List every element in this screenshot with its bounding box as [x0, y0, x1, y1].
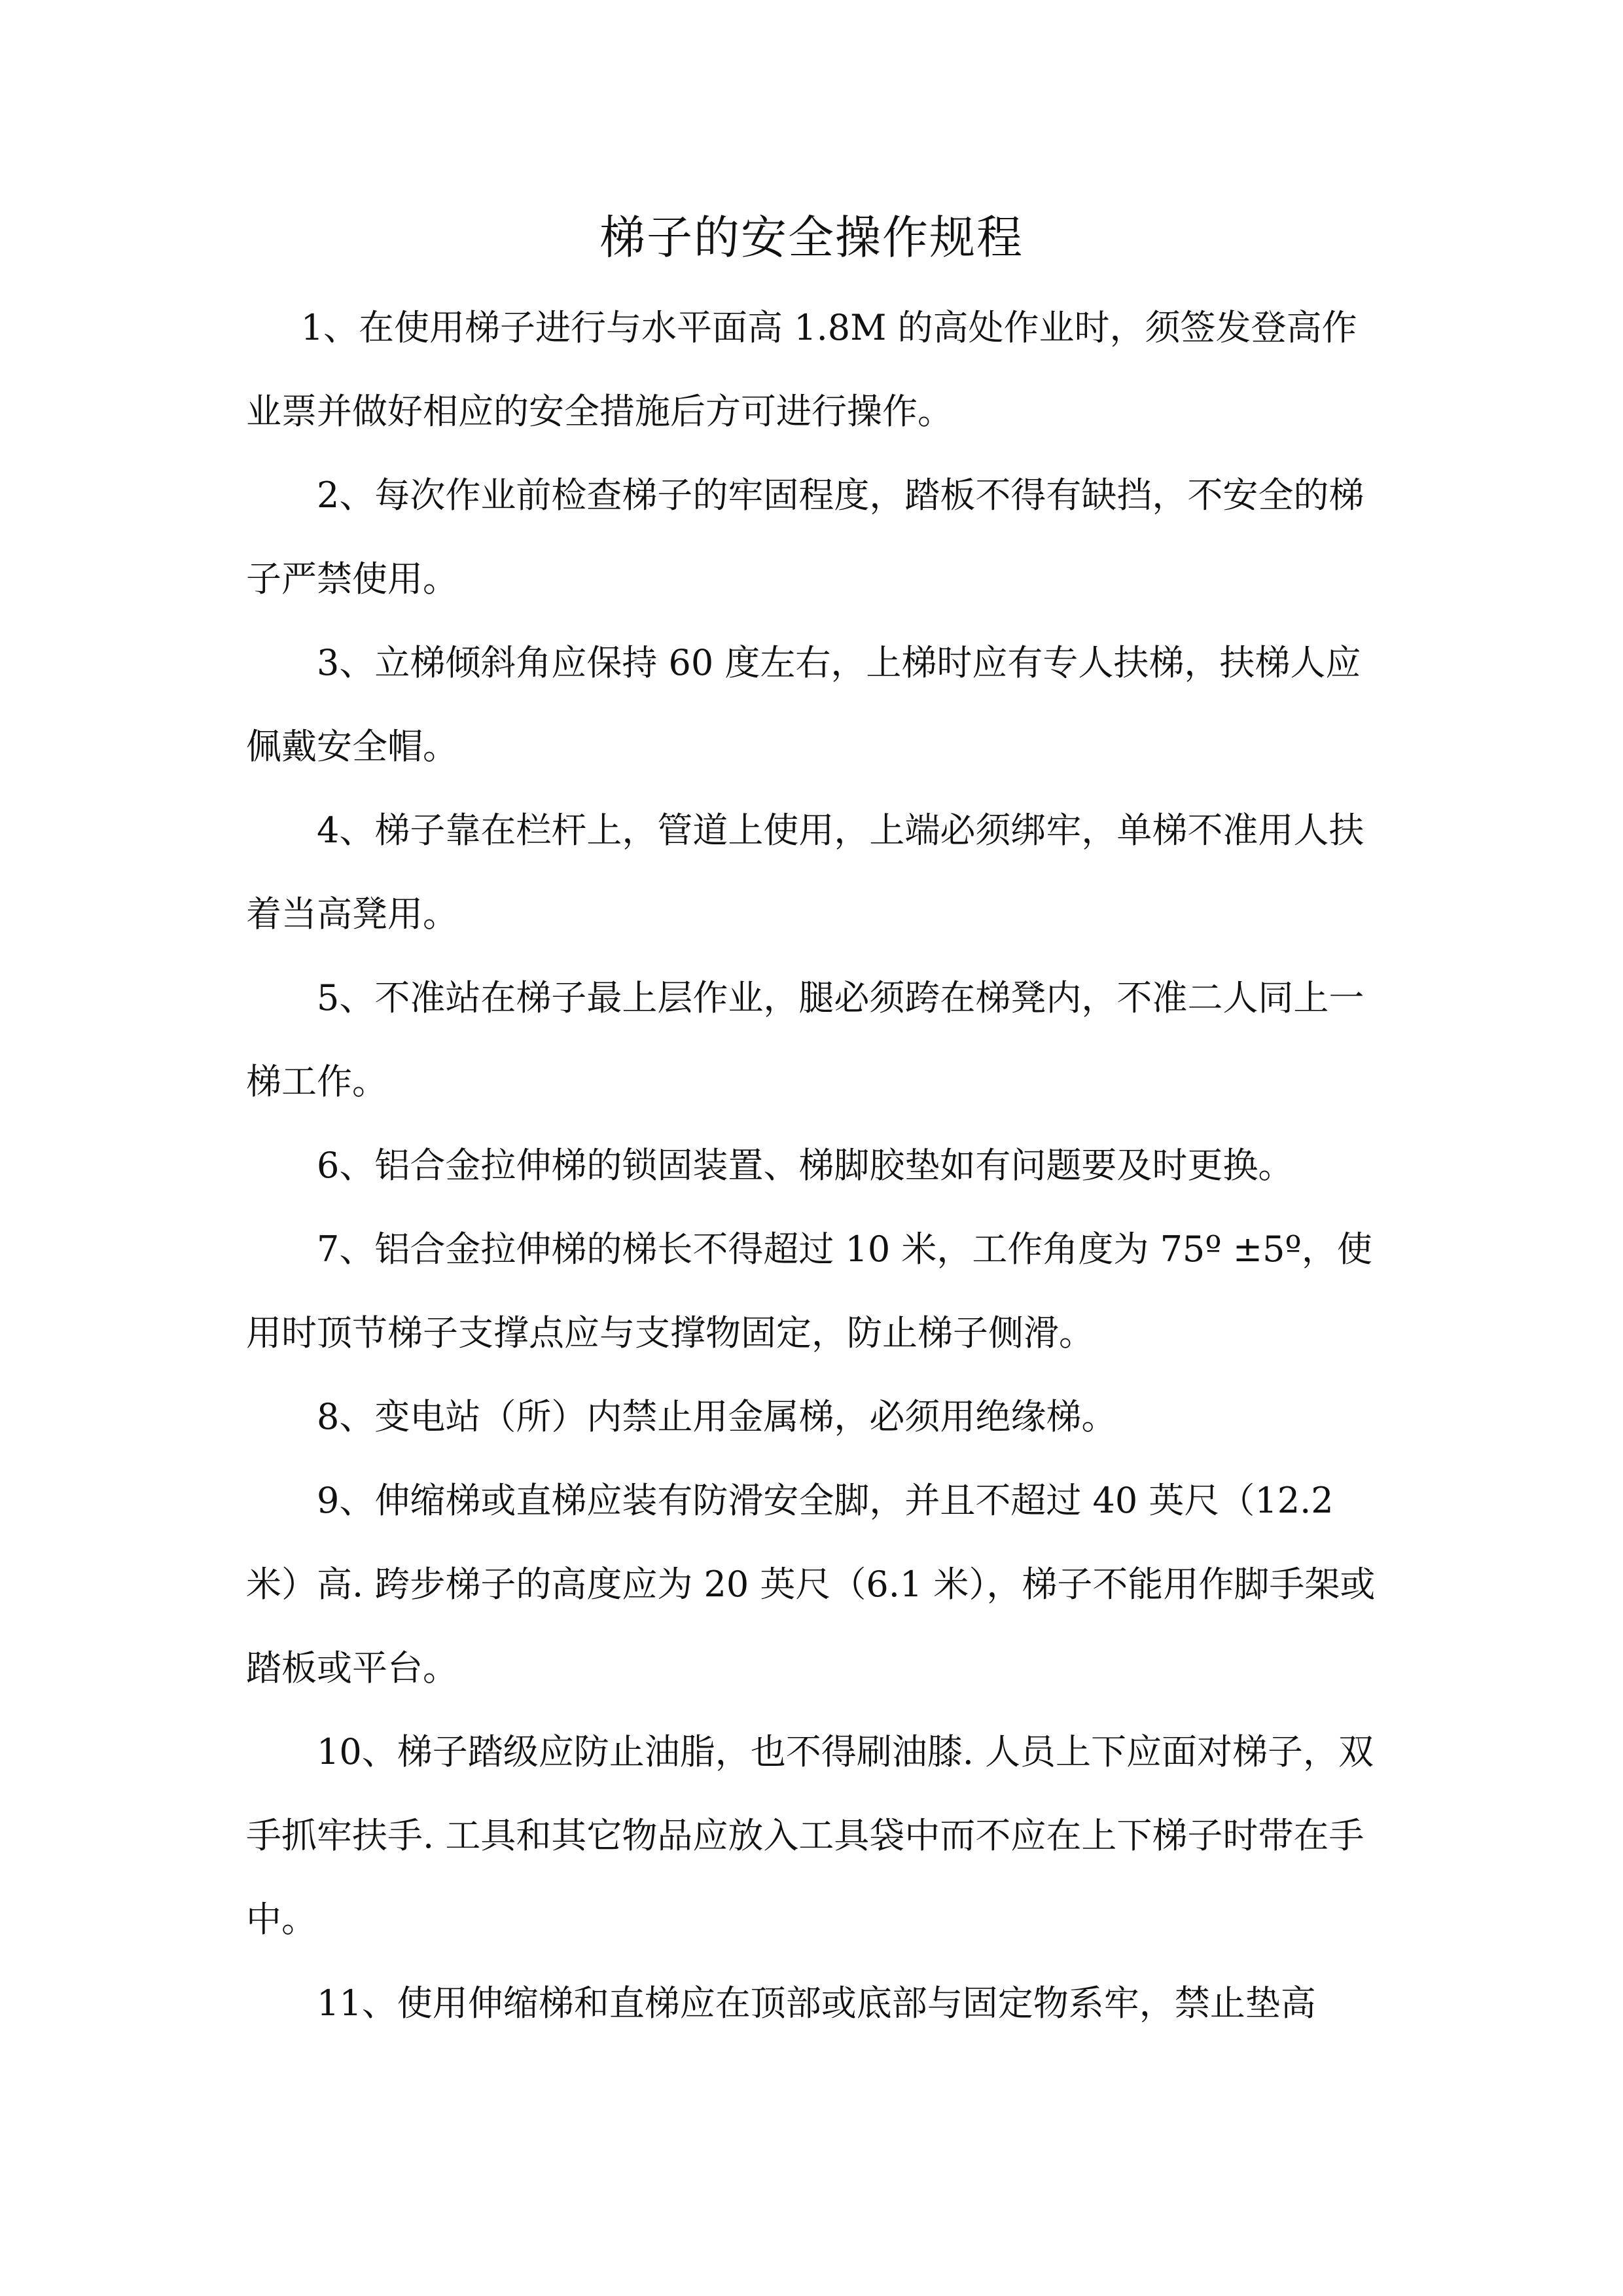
- paragraph-10: 10、梯子踏级应防止油脂，也不得刷油膝. 人员上下应面对梯子，双手抓牢扶手. 工具和其它物品应放入工具袋中而不应在上下梯子时带在手中。: [246, 1731, 1374, 1940]
- paragraph-3: 3、立梯倾斜角应保持 60 度左右，上梯时应有专人扶梯，扶梯人应佩戴安全帽。: [246, 642, 1361, 767]
- paragraph-9: 9、伸缩梯或直梯应装有防滑安全脚，并且不超过 40 英尺（12.2米）高. 跨步梯子的高度应为 20 英尺（6.1 米），梯子不能用作脚手架或踏板或平台。: [246, 1480, 1376, 1689]
- paragraph-4: 4、梯子靠在栏杆上，管道上使用，上端必须绑牢，单梯不准用人扶着当高凳用。: [246, 810, 1364, 935]
- paragraph-1: 1、在使用梯子进行与水平面高 1.8M 的高处作业时，须签发登高作业票并做好相应的安全措施后方可进行操作。: [246, 307, 1357, 432]
- paragraph-6: 6、铝合金拉伸梯的锁固装置、梯脚胶垫如有问题要及时更换。: [317, 1145, 1294, 1186]
- page-title: 梯子的安全操作规程: [599, 211, 1024, 264]
- document-body: [246, 286, 1383, 2045]
- paragraph-11: 11、使用伸缩梯和直梯应在顶部或底部与固定物系牢，禁止垫高: [317, 1982, 1316, 2024]
- paragraph-5: 5、不准站在梯子最上层作业，腿必须跨在梯凳内，不准二人同上一梯工作。: [246, 977, 1364, 1102]
- paragraph-8: 8、变电站（所）内禁止用金属梯，必须用绝缘梯。: [317, 1396, 1117, 1437]
- paragraph-2: 2、每次作业前检查梯子的牢固程度，踏板不得有缺挡，不安全的梯子严禁使用。: [246, 475, 1364, 600]
- paragraph-7: 7、铝合金拉伸梯的梯长不得超过 10 米，工作角度为 75º ±5º，使用时顶节梯子支撑点应与支撑物固定，防止梯子侧滑。: [246, 1229, 1372, 1354]
